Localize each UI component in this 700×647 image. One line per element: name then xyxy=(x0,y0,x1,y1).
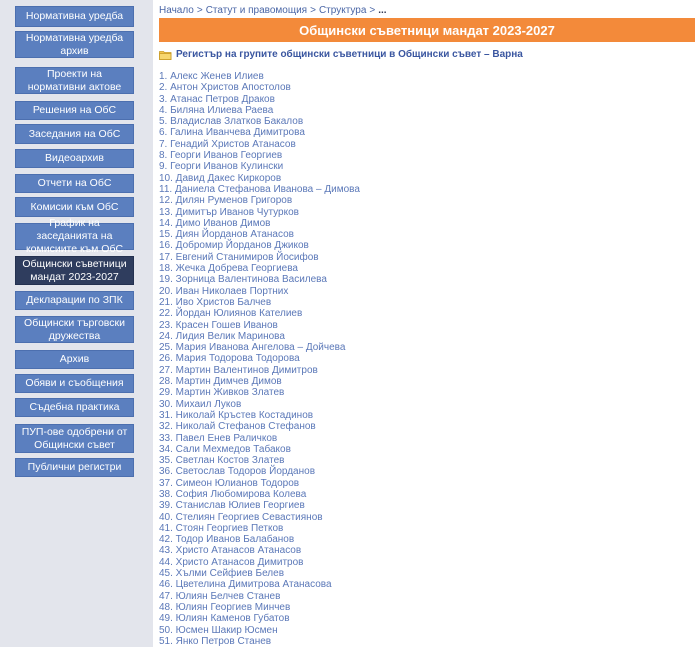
councillor-list-item[interactable]: 8. Георги Иванов Георгиев xyxy=(159,150,283,162)
sidebar-item-municipal-companies[interactable]: Общински търговски дружества xyxy=(15,316,134,343)
sidebar-item-announcements[interactable]: Обяви и съобщения xyxy=(15,374,134,393)
councillor-list-item[interactable]: 47. Юлиян Белчев Станев xyxy=(159,590,281,602)
councillor-list-item[interactable]: 31. Николай Кръстев Костадинов xyxy=(159,409,314,421)
councillor-list-item[interactable]: 4. Биляна Илиева Раева xyxy=(159,104,274,116)
councillor-list-item[interactable]: 48. Юлиян Георгиев Минчев xyxy=(159,601,291,613)
sidebar-item-normative-regulations[interactable]: Нормативна уредба xyxy=(15,6,134,27)
registry-link-label: Регистър на групите общински съветници в Общински съвет – Варна xyxy=(176,49,523,60)
sidebar-item-sessions[interactable]: Заседания на ОбС xyxy=(15,124,134,144)
councillor-list-item[interactable]: 28. Мартин Димчев Димов xyxy=(159,376,282,388)
breadcrumb-structure[interactable]: Структура xyxy=(318,5,367,16)
breadcrumb xyxy=(159,5,387,16)
sidebar-item-commission-schedule[interactable]: График на заседанията на комисиите към ОбС xyxy=(15,223,134,250)
sidebar-item-archive[interactable]: Архив xyxy=(15,350,134,369)
breadcrumb-separator: > xyxy=(196,5,203,16)
sidebar-item-court-practice[interactable]: Съдебна практика xyxy=(15,398,134,417)
councillor-list-item[interactable]: 9. Георги Иванов Кулински xyxy=(159,161,284,173)
councillor-list-item[interactable]: 23. Красен Гошев Иванов xyxy=(159,319,278,331)
page-title: Общински съветници мандат 2023-2027 xyxy=(299,22,555,38)
councillor-list-item[interactable]: 50. Юсмен Шакир Юсмен xyxy=(159,624,278,636)
councillor-list-item[interactable]: 10. Давид Дакес Киркоров xyxy=(159,172,282,184)
breadcrumb-current: ... xyxy=(378,5,387,16)
councillor-list-item[interactable]: 2. Антон Христов Апостолов xyxy=(159,82,291,94)
sidebar-item-pup-approved[interactable]: ПУП-ове одобрени от Общински съвет xyxy=(15,424,134,453)
councillor-list-item[interactable]: 45. Хълми Сейфиев Белев xyxy=(159,568,285,580)
sidebar-item-normative-archive[interactable]: Нормативна уредба архив xyxy=(15,31,134,58)
councillor-list-item[interactable]: 26. Мария Тодорова Тодорова xyxy=(159,353,300,365)
councillor-list-item[interactable]: 24. Лидия Велик Маринова xyxy=(159,330,285,342)
sidebar-item-decisions[interactable]: Решения на ОбС xyxy=(15,101,134,120)
councillor-list-item[interactable]: 27. Мартин Валентинов Димитров xyxy=(159,364,318,376)
councillor-list-item[interactable]: 12. Дилян Руменов Григоров xyxy=(159,195,293,207)
sidebar-item-draft-acts[interactable]: Проекти на нормативни актове xyxy=(15,67,134,94)
breadcrumb-separator: > xyxy=(369,5,376,16)
councillor-list-item[interactable]: 37. Симеон Юлианов Тодоров xyxy=(159,477,300,489)
councillor-list-item[interactable]: 44. Христо Атанасов Димитров xyxy=(159,556,304,568)
page-title-bar xyxy=(159,18,695,42)
sidebar-item-public-registers[interactable]: Публични регистри xyxy=(15,458,134,477)
councillor-list-item[interactable]: 19. Зорница Валентинова Василева xyxy=(159,274,327,286)
councillor-list-item[interactable]: 30. Михаил Луков xyxy=(159,398,242,410)
councillor-list-item[interactable]: 36. Светослав Тодоров Йорданов xyxy=(159,466,316,478)
breadcrumb-separator: > xyxy=(310,5,316,16)
councillor-list-item[interactable]: 38. София Любомирова Колева xyxy=(159,488,307,500)
sidebar-item-commissions[interactable]: Комисии към ОбС xyxy=(15,197,134,217)
councillor-list-item[interactable]: 21. Иво Христов Балчев xyxy=(159,296,272,308)
breadcrumb-home[interactable]: Начало xyxy=(159,5,194,16)
councillor-list-item[interactable]: 39. Станислав Юлиев Георгиев xyxy=(159,500,305,512)
councillor-list-item[interactable]: 42. Тодор Иванов Балабанов xyxy=(159,534,295,546)
councillor-list-item[interactable]: 6. Галина Иванчева Димитрова xyxy=(159,127,305,139)
councillor-list-item[interactable]: 14. Димо Иванов Димов xyxy=(159,217,271,229)
councillor-list-item[interactable]: 22. Йордан Юлиянов Кателиев xyxy=(159,308,303,320)
councillor-list-item[interactable]: 29. Мартин Живков Златев xyxy=(159,387,285,399)
sidebar-item-councillors-2023-2027[interactable]: Общински съветници мандат 2023-2027 xyxy=(15,256,134,285)
councillor-list-item[interactable]: 34. Сали Мехмедов Табаков xyxy=(159,443,291,455)
main-content xyxy=(158,0,695,647)
councillor-list-item[interactable]: 1. Алекс Женев Илиев xyxy=(159,71,264,82)
folder-icon xyxy=(159,50,172,60)
sidebar-item-video-archive[interactable]: Видеоархив xyxy=(15,149,134,168)
councillor-list-item[interactable]: 13. Димитър Иванов Чутурков xyxy=(159,206,299,218)
councillor-list-item[interactable]: 3. Атанас Петров Драков xyxy=(159,93,275,105)
councillor-list-item[interactable]: 11. Даниела Стефанова Иванова – Димова xyxy=(159,183,360,195)
councillor-list-item[interactable]: 49. Юлиян Каменов Губатов xyxy=(159,613,290,625)
breadcrumb-statute[interactable]: Статут и правомощия xyxy=(205,5,308,16)
registry-link[interactable] xyxy=(159,49,523,60)
sidebar xyxy=(0,0,153,647)
sidebar-item-reports[interactable]: Отчети на ОбС xyxy=(15,174,134,193)
councillor-list-item[interactable]: 41. Стоян Георгиев Петков xyxy=(159,522,284,534)
councillor-list-item[interactable]: 7. Генадий Христов Атанасов xyxy=(159,138,296,150)
councillor-list-item[interactable]: 20. Иван Николаев Портних xyxy=(159,285,289,297)
councillor-list-item[interactable]: 32. Николай Стефанов Стефанов xyxy=(159,421,316,433)
sidebar-item-declarations[interactable]: Декларации по ЗПК xyxy=(15,291,134,310)
councillor-list-item[interactable]: 15. Диян Йорданов Атанасов xyxy=(159,229,294,241)
councillor-list-item[interactable]: 16. Добромир Йорданов Джиков xyxy=(159,240,309,252)
councillor-list xyxy=(159,71,360,647)
councillor-list-item[interactable]: 33. Павел Енев Раличков xyxy=(159,432,278,444)
councillor-list-item[interactable]: 35. Светлан Костов Златев xyxy=(159,455,285,467)
councillor-list-item[interactable]: 5. Владислав Златков Бакалов xyxy=(159,116,304,128)
councillor-list-item[interactable]: 40. Стелиян Георгиев Севастиянов xyxy=(159,511,323,523)
councillor-list-item[interactable]: 43. Христо Атанасов Атанасов xyxy=(159,545,302,557)
councillor-list-item[interactable]: 17. Евгений Станимиров Йосифов xyxy=(159,251,319,263)
councillor-list-item[interactable]: 51. Янко Петров Станев xyxy=(159,635,272,647)
councillor-list-item[interactable]: 46. Цветелина Димитрова Атанасова xyxy=(159,579,332,591)
councillor-list-item[interactable]: 18. Жечка Добрева Георгиева xyxy=(159,263,298,275)
councillor-list-item[interactable]: 25. Мария Иванова Ангелова – Дойчева xyxy=(159,342,346,354)
